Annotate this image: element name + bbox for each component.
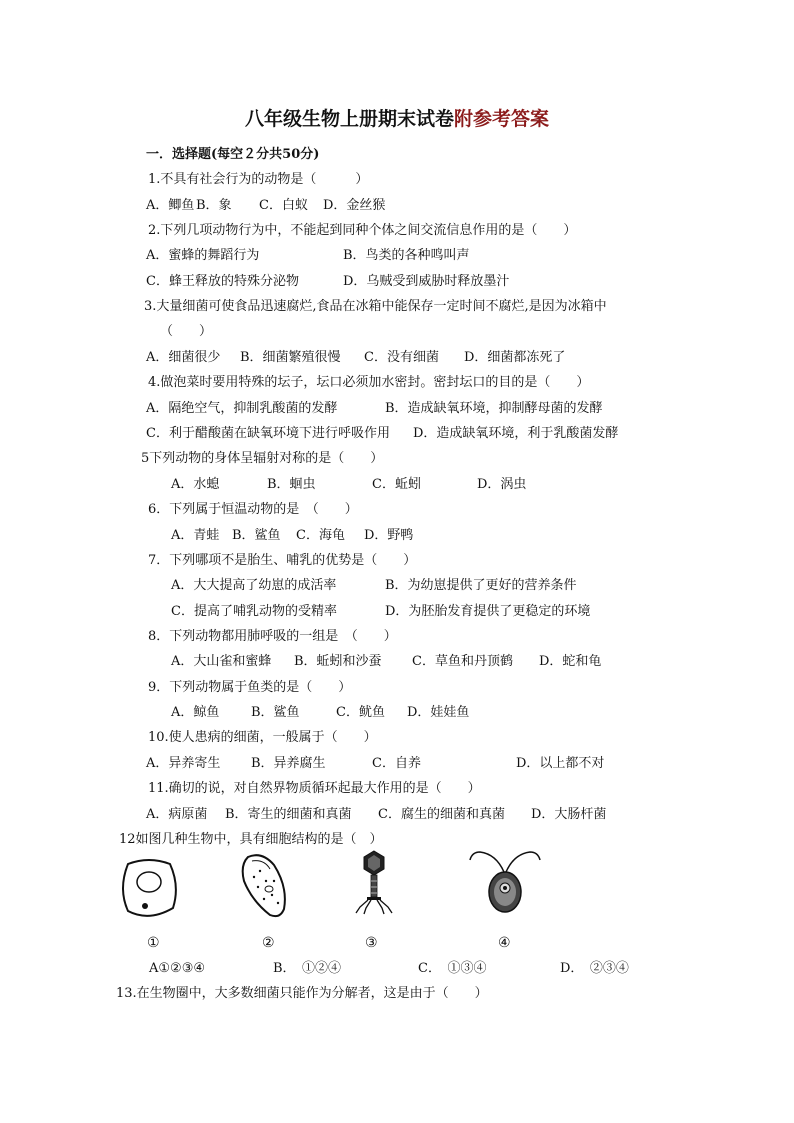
q12-option-b: B． ①②④ <box>273 961 342 976</box>
q8-option-d: D．蛇和龟 <box>539 654 602 669</box>
q2-option-c: C．蜂王释放的特殊分泌物 <box>146 274 299 289</box>
q11-option-a: A．病原菌 <box>146 807 208 822</box>
question-3-stem: 3.大量细菌可使食品迅速腐烂,食品在冰箱中能保存一定时间不腐烂,是因为冰箱中 <box>144 299 607 314</box>
question-8-stem: 8．下列动物都用肺呼吸的一组是 （ ） <box>148 629 397 644</box>
q10-option-b: B．异养腐生 <box>251 756 326 771</box>
q3-option-d: D．细菌都冻死了 <box>464 350 566 365</box>
question-5-stem: 5下列动物的身体呈辐射对称的是（ ） <box>141 451 384 466</box>
chlamydomonas-figure <box>466 846 544 918</box>
q9-option-b: B．鲨鱼 <box>251 705 300 720</box>
q7-option-b: B．为幼崽提供了更好的营养条件 <box>385 578 577 593</box>
q2-option-d: D．乌贼受到威胁时释放墨汁 <box>343 274 510 289</box>
question-9-stem: 9．下列动物属于鱼类的是（ ） <box>148 680 352 695</box>
question-4-stem: 4.做泡菜时要用特殊的坛子，坛口必须加水密封。密封坛口的目的是（ ） <box>148 375 590 390</box>
q5-option-c: C．蚯蚓 <box>372 477 421 492</box>
q4-option-b: B．造成缺氧环境，抑制酵母菌的发酵 <box>385 401 603 416</box>
q10-option-c: C．自养 <box>372 756 421 771</box>
page-title: 八年级生物上册期末试卷附参考答案 <box>244 108 550 130</box>
question-6-stem: 6．下列属于恒温动物的是 （ ） <box>148 502 358 517</box>
paramecium-figure <box>236 851 294 921</box>
virus-figure <box>352 849 396 915</box>
q5-option-d: D．涡虫 <box>477 477 527 492</box>
q5-option-a: A．水螅 <box>171 477 220 492</box>
figure-label-4: ④ <box>498 935 511 951</box>
q9-option-d: D．娃娃鱼 <box>407 705 470 720</box>
question-13-stem: 13.在生物圈中，大多数细菌只能作为分解者，这是由于（ ） <box>116 986 488 1001</box>
q12-option-c: C． ①③④ <box>418 961 487 976</box>
question-11-stem: 11.确切的说，对自然界物质循环起最大作用的是（ ） <box>148 781 481 796</box>
q4-option-d: D．造成缺氧环境，利于乳酸菌发酵 <box>413 426 619 441</box>
q6-option-b: B．鲨鱼 <box>232 528 281 543</box>
q12-option-a: A①②③④ <box>149 961 206 976</box>
figure-label-2: ② <box>262 935 275 951</box>
q9-option-a: A．鲸鱼 <box>171 705 220 720</box>
q1-option-d: D．金丝猴 <box>323 198 386 213</box>
question-1-stem: 1.不具有社会行为的动物是（ ） <box>148 172 369 187</box>
q4-option-a: A．隔绝空气，抑制乳酸菌的发酵 <box>146 401 338 416</box>
q3-option-b: B．细菌繁殖很慢 <box>240 350 341 365</box>
figure-label-3: ③ <box>365 935 378 951</box>
q1-option-b: B．象 <box>196 198 232 213</box>
q7-option-d: D．为胚胎发育提供了更稳定的环境 <box>385 604 591 619</box>
q8-option-b: B．蚯蚓和沙蚕 <box>294 654 382 669</box>
q11-option-c: C．腐生的细菌和真菌 <box>378 807 505 822</box>
q6-option-c: C．海龟 <box>296 528 345 543</box>
question-7-stem: 7．下列哪项不是胎生、哺乳的优势是（ ） <box>148 553 417 568</box>
title-highlight: 附参考答案 <box>454 108 550 130</box>
q6-option-a: A．青蛙 <box>171 528 220 543</box>
q3-option-a: A．细菌很少 <box>146 350 221 365</box>
q10-option-a: A．异养寄生 <box>146 756 221 771</box>
question-2-stem: 2.下列几项动物行为中，不能起到同种个体之间交流信息作用的是（ ） <box>148 223 577 238</box>
q11-option-d: D．大肠杆菌 <box>531 807 607 822</box>
q12-option-d: D． ②③④ <box>560 961 629 976</box>
q4-option-c: C．利于醋酸菌在缺氧环境下进行呼吸作用 <box>146 426 390 441</box>
q3-option-c: C．没有细菌 <box>364 350 439 365</box>
q11-option-b: B．寄生的细菌和真菌 <box>225 807 352 822</box>
question-3-stem-cont: （ ） <box>160 324 213 339</box>
question-12-stem: 12如图几种生物中，具有细胞结构的是（ ） <box>119 832 383 847</box>
q8-option-c: C．草鱼和丹顶鹤 <box>412 654 513 669</box>
q5-option-b: B．蛔虫 <box>267 477 316 492</box>
section-heading: 一．选择题(每空２分共50分) <box>146 147 320 162</box>
q1-option-c: C．白蚁 <box>259 198 308 213</box>
cell-figure-1 <box>118 856 180 922</box>
q2-option-a: A．蜜蜂的舞蹈行为 <box>146 248 260 263</box>
q2-option-b: B．鸟类的各种鸣叫声 <box>343 248 470 263</box>
q6-option-d: D．野鸭 <box>364 528 414 543</box>
q7-option-a: A．大大提高了幼崽的成活率 <box>171 578 337 593</box>
question-10-stem: 10.使人患病的细菌，一般属于（ ） <box>148 730 377 745</box>
q1-option-a: A．鲫鱼 <box>146 198 195 213</box>
q10-option-d: D．以上都不对 <box>516 756 605 771</box>
q7-option-c: C．提高了哺乳动物的受精率 <box>171 604 337 619</box>
q8-option-a: A．大山雀和蜜蜂 <box>171 654 272 669</box>
q9-option-c: C．鱿鱼 <box>336 705 385 720</box>
figure-label-1: ① <box>147 935 160 951</box>
